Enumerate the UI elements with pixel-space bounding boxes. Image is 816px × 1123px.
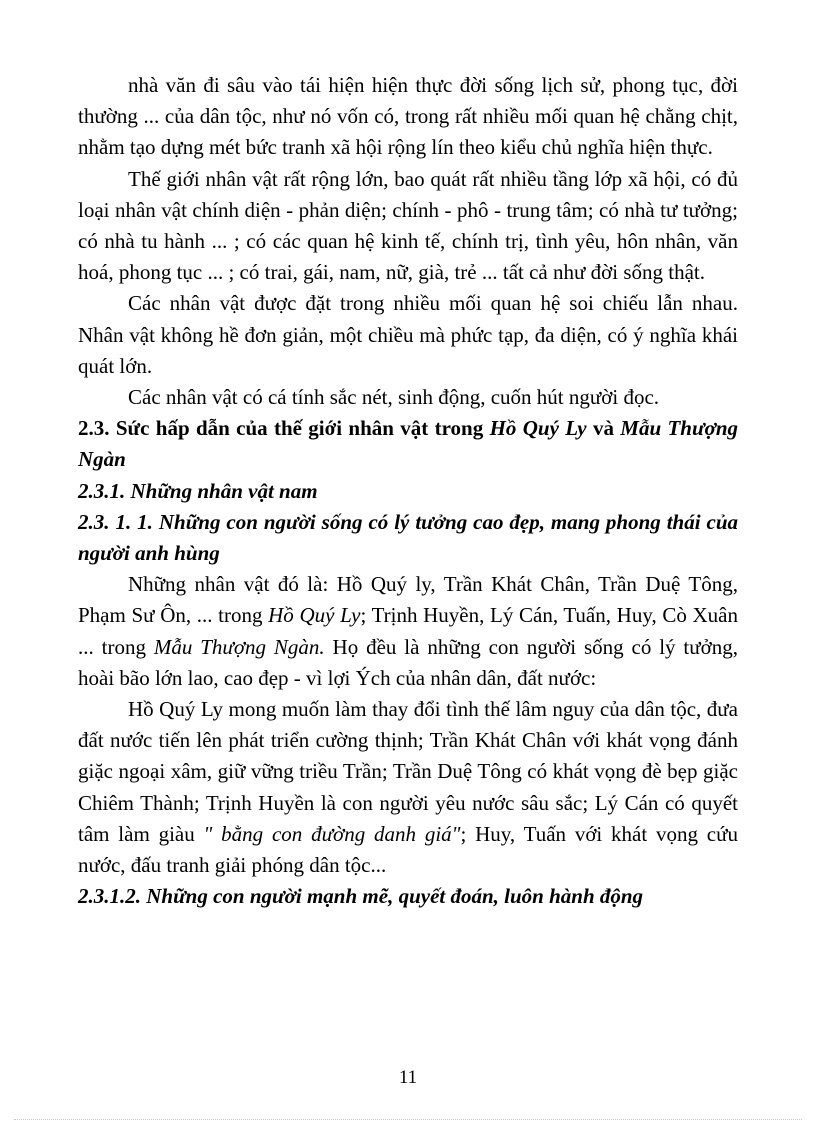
paragraph-6 <box>78 694 738 881</box>
para5-part-e: Họ đều là những con người sống có lý tưởng, hoài bão lớn lao, cao đẹp - vì lợi Ých của nhân dân, đất nước: <box>78 634 738 690</box>
section-heading-2-3-1-2: 2.3.1.2. Những con người mạnh mẽ, quyết đoán, luôn hành động <box>78 884 644 909</box>
para6-quote: " bằng con đường danh giá" <box>203 821 461 846</box>
para5-book-title-1: Hồ Quý Ly <box>268 603 361 628</box>
paragraph-2: Thế giới nhân vật rất rộng lớn, bao quát rất nhiều tầng lớp xã hội, có đủ loại nhân vật chính diện - phản diện; chính - phô - trung tâm; có nhà tư tưởng; có nhà tu hành ... ; có các quan hệ kinh tế, chính trị, tình yêu, hôn nhân, văn hoá, phong tục ... ; có trai, gái, nam, nữ, già, trẻ ... tất cả như đời sống thật. <box>78 166 738 285</box>
paragraph-1: nhà văn đi sâu vào tái hiện hiện thực đời sống lịch sử, phong tục, đời thường ... của dân tộc, như nó vốn có, trong rất nhiều mối quan hệ chằng chịt, nhằm tạo dựng mét bức tranh xã hội rộng lín theo kiểu chủ nghĩa hiện thực. <box>78 73 738 160</box>
heading-middle: và <box>586 416 621 441</box>
page-bottom-divider <box>14 1119 802 1120</box>
para6-part-c: ; Huy, Tuấn với khát vọng cứu nước, đấu tranh giải phóng dân tộc... <box>78 821 739 878</box>
paragraph-4: Các nhân vật có cá tính sắc nét, sinh động, cuốn hút người đọc. <box>128 385 660 410</box>
paragraph-5 <box>78 569 738 694</box>
paragraph-3: Các nhân vật được đặt trong nhiều mối quan hệ soi chiếu lẫn nhau. Nhân vật không hề đơn giản, một chiều mà phức tạp, đa diện, có ý nghĩa khái quát lớn. <box>78 291 738 378</box>
section-heading-2-3 <box>78 413 738 475</box>
document-page <box>78 70 738 912</box>
page-number: 11 <box>398 1067 418 1088</box>
para5-book-title-2: Mẫu Thượng Ngàn. <box>153 634 325 659</box>
para6-part-a: Hồ Quý Ly mong muốn làm thay đổi tình thế lâm nguy của dân tộc, đưa đất nước tiến lên phát triển cường thịnh; Trần Khát Chân với khát vọng đánh giặc ngoại xâm, giữ vững triều Trần; Trần Duệ Tông có khát vọng đè bẹp giặc Chiêm Thành; Trịnh Huyền là con người yêu nước sâu sắc; Lý Cán có quyết tâm làm giàu <box>78 697 738 846</box>
heading-book-title-2: Mẫu Thượng Ngàn <box>78 416 739 472</box>
para5-part-a: Những nhân vật đó là: Hồ Quý ly, Trần Khát Chân, Trần Duệ Tông, Phạm Sư Ôn, ... trong <box>78 572 738 628</box>
heading-prefix: 2.3. Sức hấp dẫn của thế giới nhân vật trong <box>78 416 490 441</box>
heading-book-title-1: Hồ Quý Ly <box>489 416 587 441</box>
para5-part-c: ; Trịnh Huyền, Lý Cán, Tuấn, Huy, Cò Xuân ... trong <box>78 603 738 659</box>
section-heading-2-3-1-1: 2.3. 1. 1. Những con người sống có lý tưởng cao đẹp, mang phong thái của người anh hùng <box>78 509 738 566</box>
section-heading-2-3-1: 2.3.1. Những nhân vật nam <box>78 478 318 503</box>
